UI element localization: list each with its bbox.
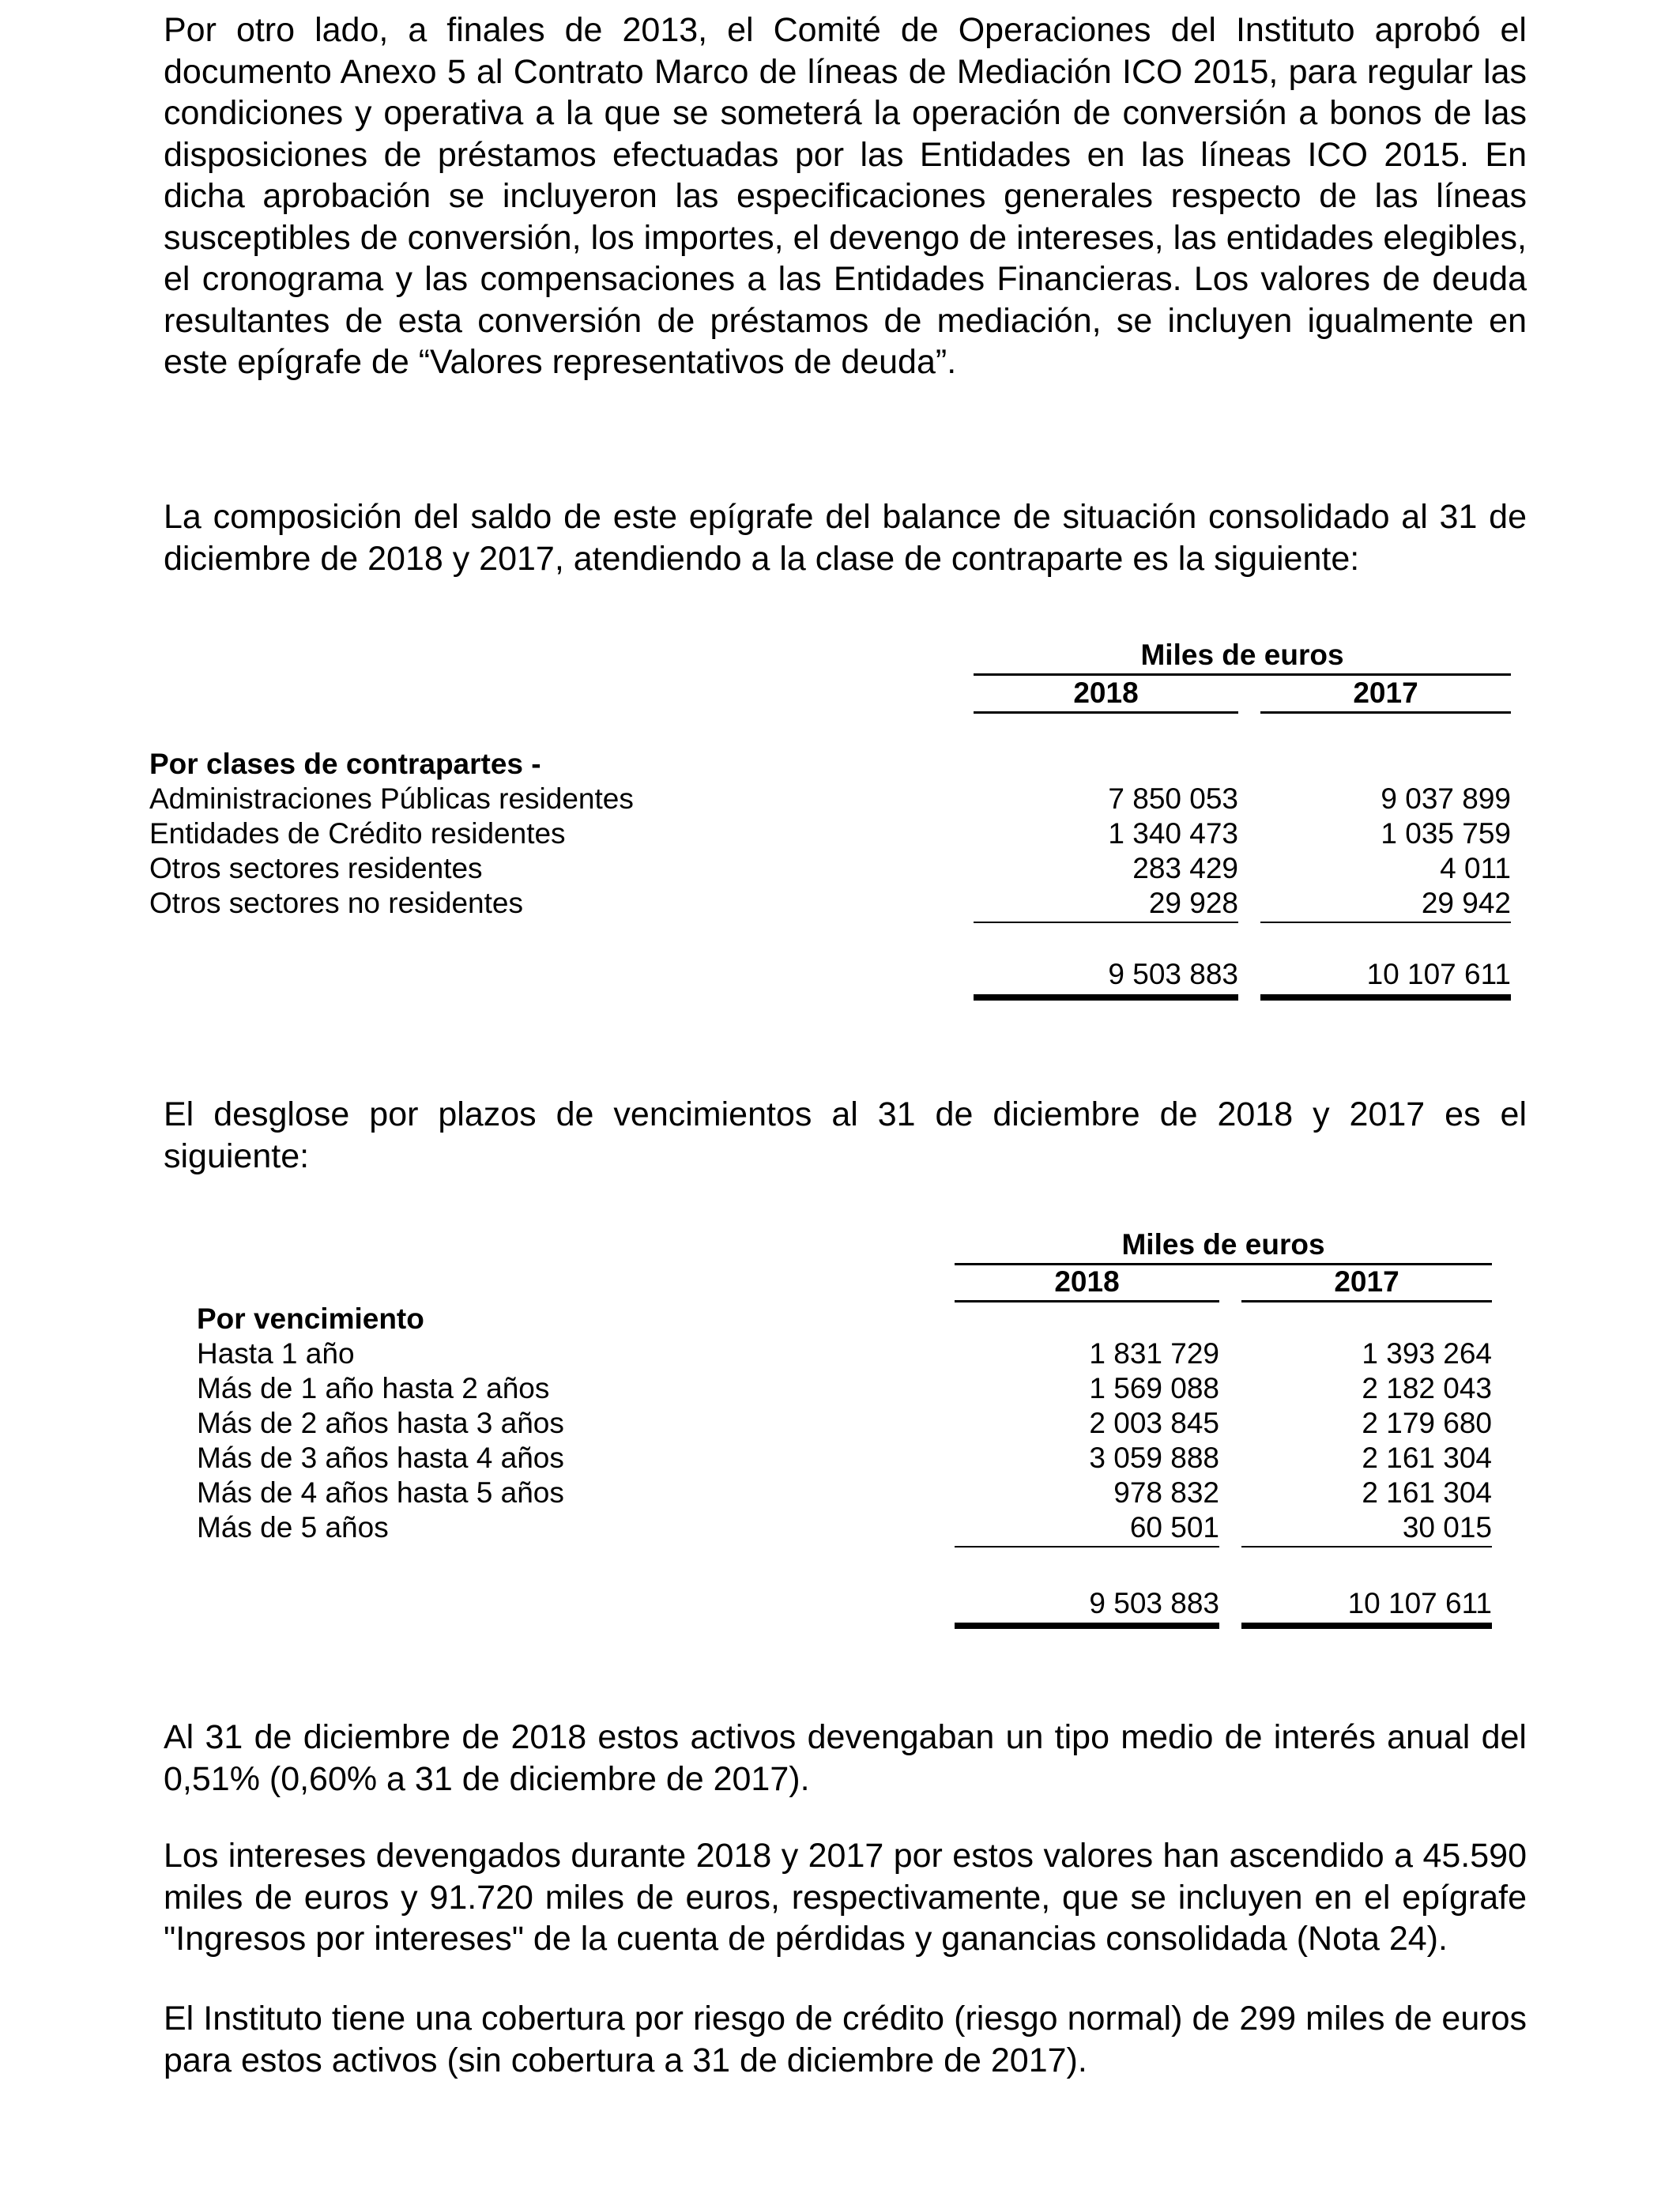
row-label: Más de 1 año hasta 2 años	[197, 1372, 550, 1404]
paragraph-accrued-interest: Los intereses devengados durante 2018 y 2017 por estos valores han ascendido a 45.590 miles de euros y 91.720 miles de euros, respectivamente, que se incluyen en el epígrafe "Ingresos por intereses" de la cuenta de pérdidas y ganancias consolidada (Nota 24).	[164, 1837, 1527, 1958]
row-label: Más de 2 años hasta 3 años	[197, 1407, 564, 1439]
table2-unit-header: Miles de euros	[1121, 1228, 1325, 1261]
table2-col-2018: 2018	[1054, 1265, 1120, 1298]
row-value-2018: 1 569 088	[1089, 1372, 1219, 1404]
row-value-2018: 1 340 473	[1108, 817, 1238, 850]
table2-col-2017-rule	[1241, 1300, 1492, 1302]
table1-total-rule-2017	[1260, 994, 1511, 1001]
row-label: Hasta 1 año	[197, 1337, 355, 1370]
row-value-2017: 30 015	[1402, 1511, 1492, 1544]
row-value-2017: 9 037 899	[1381, 782, 1511, 815]
row-value-2018: 2 003 845	[1089, 1407, 1219, 1439]
row-value-2018: 1 831 729	[1089, 1337, 1219, 1370]
row-label: Más de 4 años hasta 5 años	[197, 1476, 564, 1509]
row-value-2017: 4 011	[1440, 852, 1511, 884]
table2-subtotal-rule-2017	[1241, 1546, 1492, 1547]
table2-col-2017: 2017	[1334, 1265, 1399, 1298]
row-value-2018: 3 059 888	[1089, 1442, 1219, 1474]
table1-unit-header: Miles de euros	[1140, 639, 1344, 671]
row-value-2017: 2 182 043	[1362, 1372, 1492, 1404]
paragraph-composition-intro: La composición del saldo de este epígrafe del balance de situación consolidado al 31 de diciembre de 2018 y 2017, atendiendo a la clase de contraparte es la siguiente:	[164, 498, 1527, 578]
table1-col-2018: 2018	[1073, 677, 1139, 709]
table1-section-title: Por clases de contrapartes -	[149, 748, 541, 780]
table2-col-2018-rule	[955, 1300, 1219, 1302]
row-value-2017: 2 179 680	[1362, 1407, 1492, 1439]
table1-total-2018: 9 503 883	[1108, 958, 1238, 990]
row-value-2017: 1 393 264	[1362, 1337, 1492, 1370]
table1-col-2017-rule	[1260, 711, 1511, 714]
table1-col-2017: 2017	[1353, 677, 1418, 709]
table1-subtotal-rule-2017	[1260, 922, 1511, 923]
row-value-2018: 283 429	[1132, 852, 1238, 884]
paragraph-maturity-intro: El desglose por plazos de vencimientos al 31 de diciembre de 2018 y 2017 es el siguiente:	[164, 1095, 1527, 1175]
table2-total-rule-2018	[955, 1623, 1219, 1629]
paragraph-icO-conversion: Por otro lado, a finales de 2013, el Comité de Operaciones del Instituto aprobó el documento Anexo 5 al Contrato Marco de líneas de Mediación ICO 2015, para regular las condiciones y operativa a la que se someterá la operación de conversión a bonos de las disposiciones de préstamos efectuadas por las Entidades en las líneas ICO 2015. En dicha aprobación se incluyeron las especificaciones generales respecto de las líneas susceptibles de conversión, los importes, el devengo de intereses, las entidades elegibles, el cronograma y las compensaciones a las Entidades Financieras. Los valores de deuda resultantes de esta conversión de préstamos de mediación, se incluyen igualmente en este epígrafe de “Valores representativos de deuda”.	[164, 11, 1527, 381]
paragraph-credit-risk-coverage: El Instituto tiene una cobertura por riesgo de crédito (riesgo normal) de 299 miles de euros para estos activos (sin cobertura a 31 de diciembre de 2017).	[164, 2000, 1527, 2079]
row-value-2017: 1 035 759	[1381, 817, 1511, 850]
paragraph-interest-rate: Al 31 de diciembre de 2018 estos activos devengaban un tipo medio de interés anual del 0,51% (0,60% a 31 de diciembre de 2017).	[164, 1718, 1527, 1798]
row-label: Otros sectores no residentes	[149, 887, 523, 919]
row-value-2017: 2 161 304	[1362, 1476, 1492, 1509]
row-value-2018: 60 501	[1129, 1511, 1219, 1544]
table2-total-2017: 10 107 611	[1347, 1587, 1492, 1619]
row-label: Más de 3 años hasta 4 años	[197, 1442, 564, 1474]
table1-total-rule-2018	[974, 994, 1238, 1001]
table2-total-2018: 9 503 883	[1089, 1587, 1219, 1619]
row-value-2018: 978 832	[1113, 1476, 1219, 1509]
table1-total-2017: 10 107 611	[1366, 958, 1511, 990]
table1-subtotal-rule-2018	[974, 922, 1238, 923]
table2-total-rule-2017	[1241, 1623, 1492, 1629]
row-value-2018: 29 928	[1148, 887, 1238, 919]
row-value-2018: 7 850 053	[1108, 782, 1238, 815]
row-label: Otros sectores residentes	[149, 852, 483, 884]
table2-section-title: Por vencimiento	[197, 1302, 424, 1335]
row-value-2017: 29 942	[1421, 887, 1511, 919]
row-value-2017: 2 161 304	[1362, 1442, 1492, 1474]
table1-col-2018-rule	[974, 711, 1238, 714]
row-label: Entidades de Crédito residentes	[149, 817, 566, 850]
row-label: Administraciones Públicas residentes	[149, 782, 634, 815]
row-label: Más de 5 años	[197, 1511, 389, 1544]
table2-subtotal-rule-2018	[955, 1546, 1219, 1547]
